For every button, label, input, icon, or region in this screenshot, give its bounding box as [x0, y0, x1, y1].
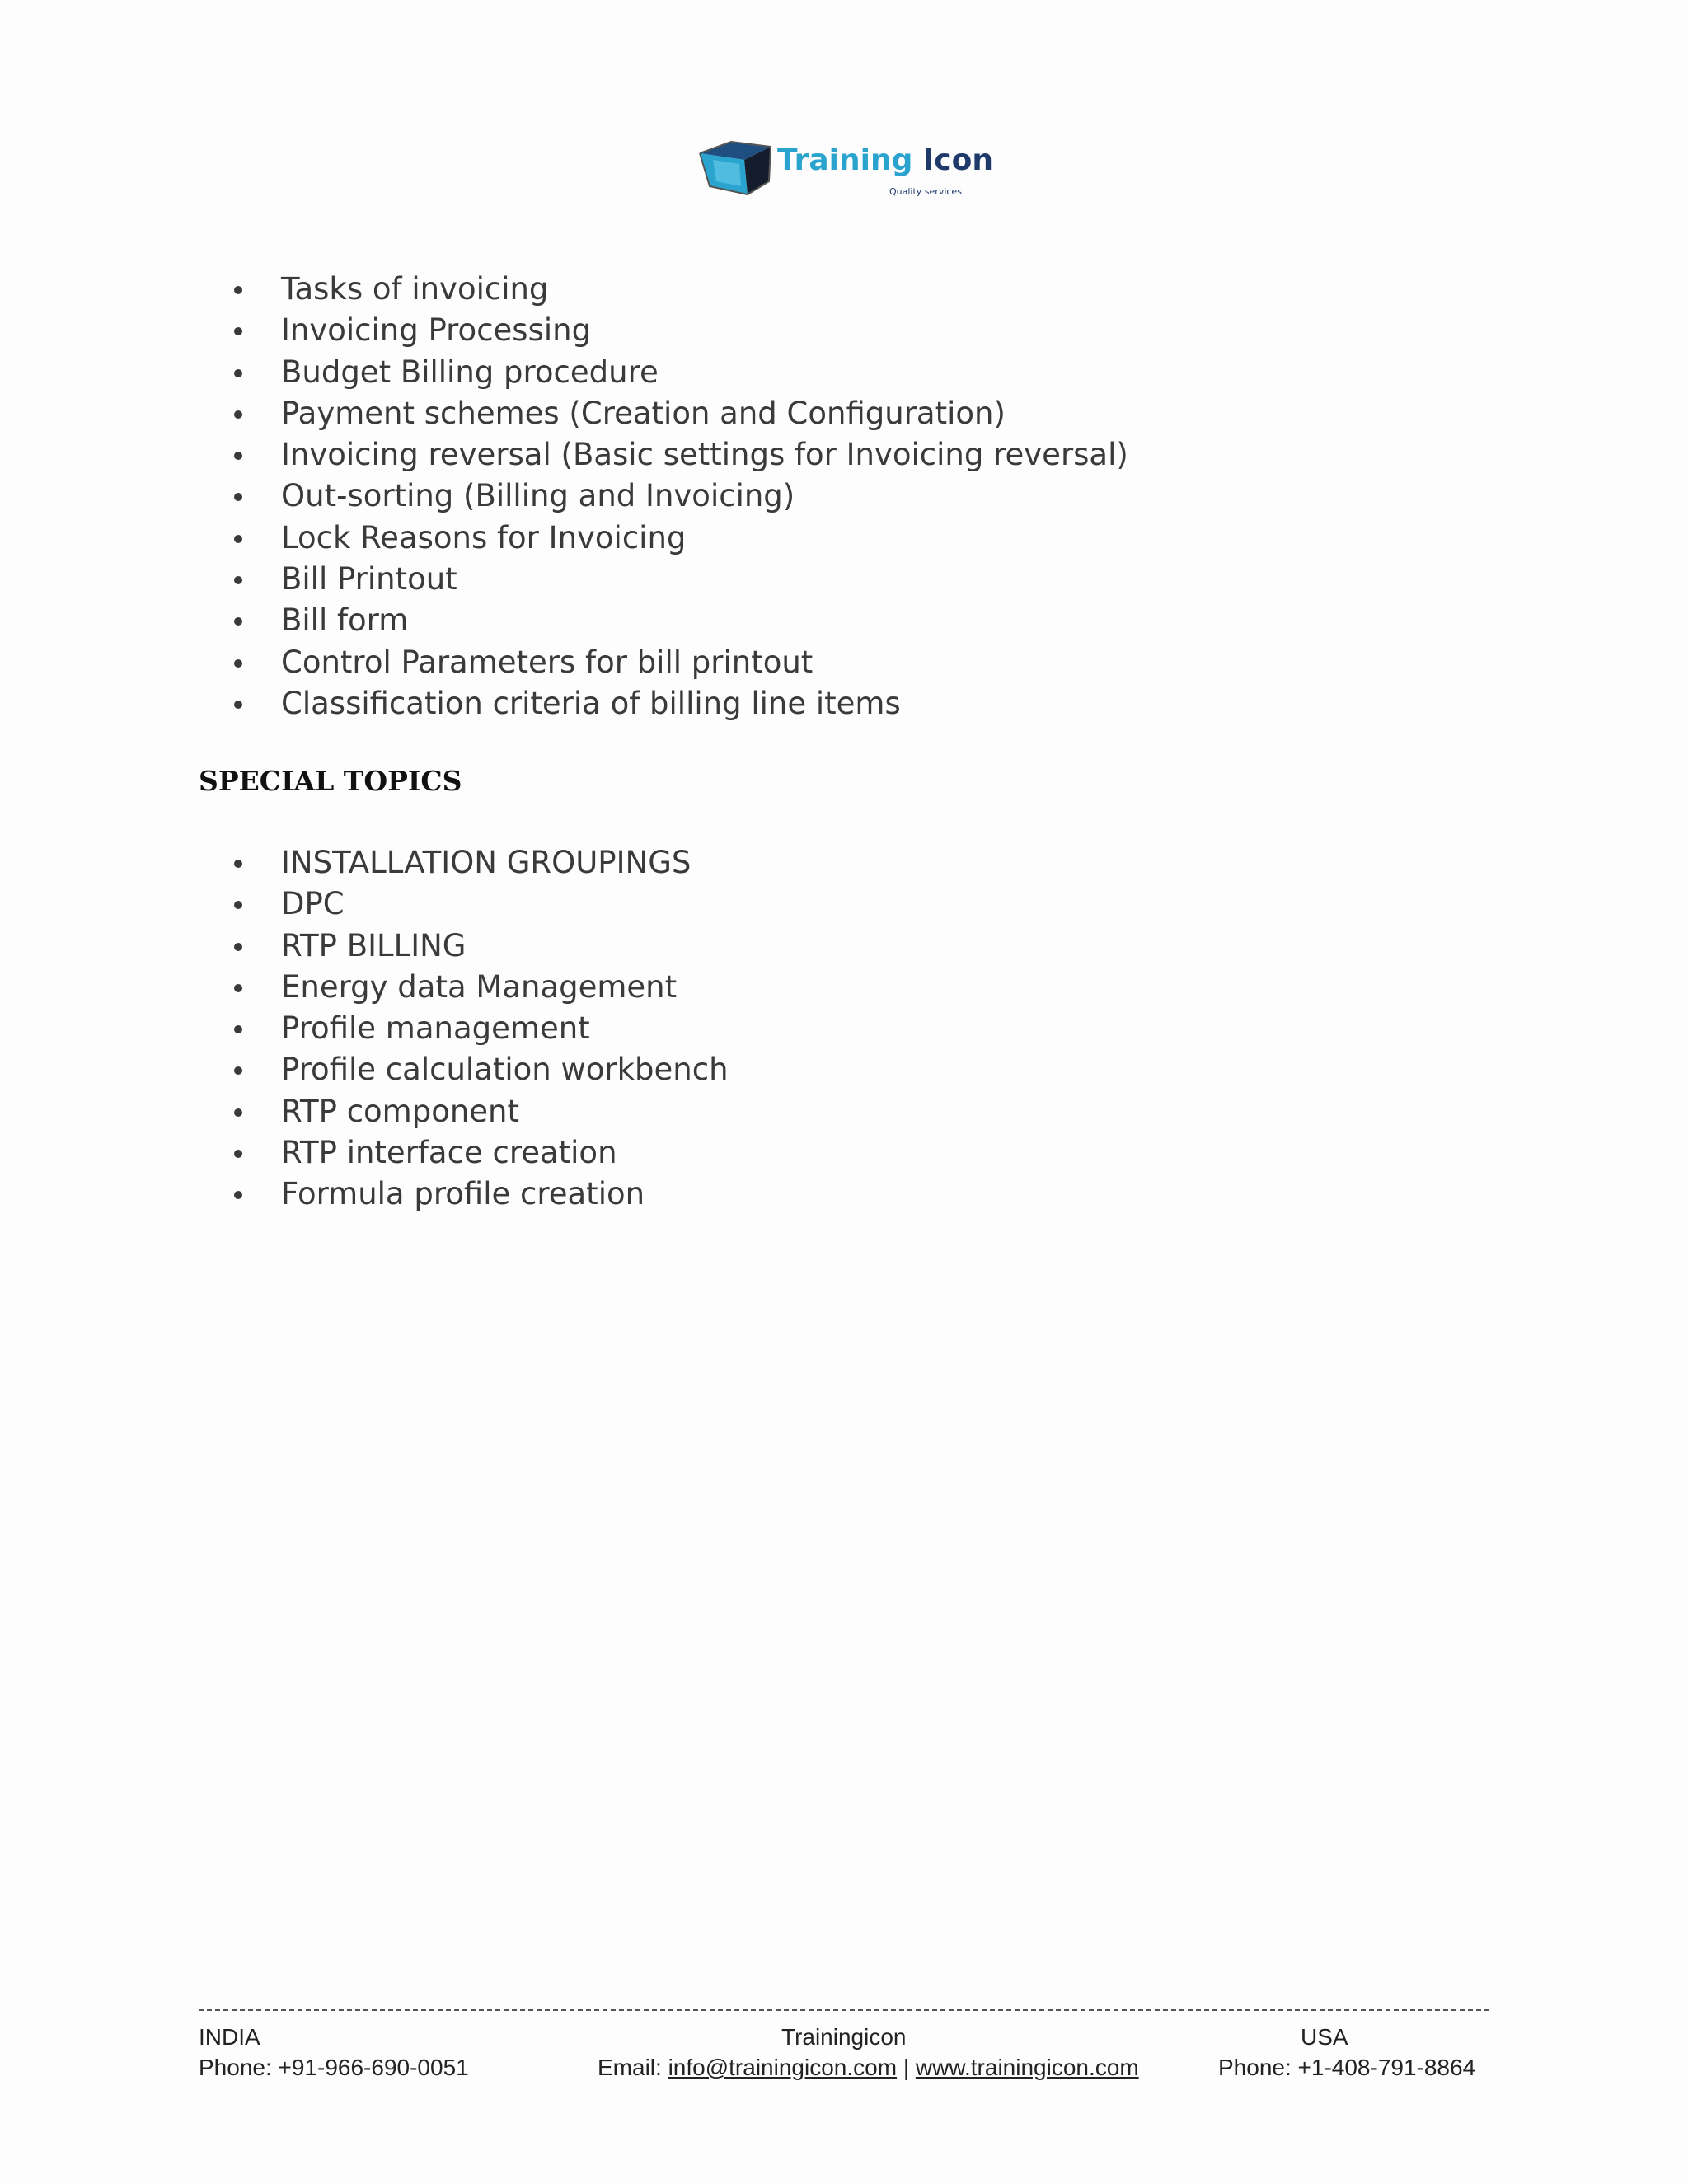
- bullet-icon: [234, 1191, 242, 1199]
- bullet-icon: [234, 659, 242, 668]
- logo-title-training: Training: [777, 143, 913, 177]
- bullet-icon: [234, 369, 242, 377]
- bullet-icon: [234, 901, 242, 909]
- footer-usa-phone: Phone: +1-408-791-8864: [1218, 2055, 1476, 2080]
- special-topics-heading: SPECIAL TOPICS: [199, 765, 462, 797]
- bullet-icon: [234, 943, 242, 951]
- bullet-icon: [234, 1025, 242, 1033]
- bullet-icon: [234, 1066, 242, 1075]
- company-logo: [695, 138, 994, 204]
- logo-title-icon: Icon: [922, 143, 994, 177]
- footer-usa-title: USA: [1301, 2024, 1348, 2050]
- footer-company-name: Trainingicon: [781, 2024, 907, 2050]
- bullet-icon: [234, 860, 242, 868]
- cube-logo-icon: [695, 138, 777, 204]
- bullet-icon: [234, 617, 242, 626]
- footer-contact-line: [598, 2055, 1139, 2081]
- bullet-icon: [234, 576, 242, 584]
- bullet-icon: [234, 1150, 242, 1158]
- email-label: Email:: [598, 2055, 662, 2080]
- bullet-icon: [234, 984, 242, 992]
- website-link[interactable]: www.trainingicon.com: [915, 2055, 1139, 2080]
- footer-divider: [199, 2009, 1489, 2011]
- email-link[interactable]: info@trainingicon.com: [668, 2055, 898, 2080]
- bullet-icon: [234, 286, 242, 294]
- footer-separator: |: [903, 2055, 910, 2080]
- bullet-icon: [234, 535, 242, 543]
- bullet-icon: [234, 701, 242, 709]
- bullet-icon: [234, 452, 242, 460]
- footer-india-phone: Phone: +91-966-690-0051: [199, 2055, 469, 2080]
- bullet-icon: [234, 410, 242, 419]
- bullet-icon: [234, 327, 242, 335]
- bullet-icon: [234, 1108, 242, 1117]
- bullet-icon: [234, 493, 242, 501]
- logo-title: [777, 143, 993, 177]
- footer-india-title: INDIA: [199, 2024, 260, 2050]
- logo-tagline: Quality services: [889, 186, 962, 197]
